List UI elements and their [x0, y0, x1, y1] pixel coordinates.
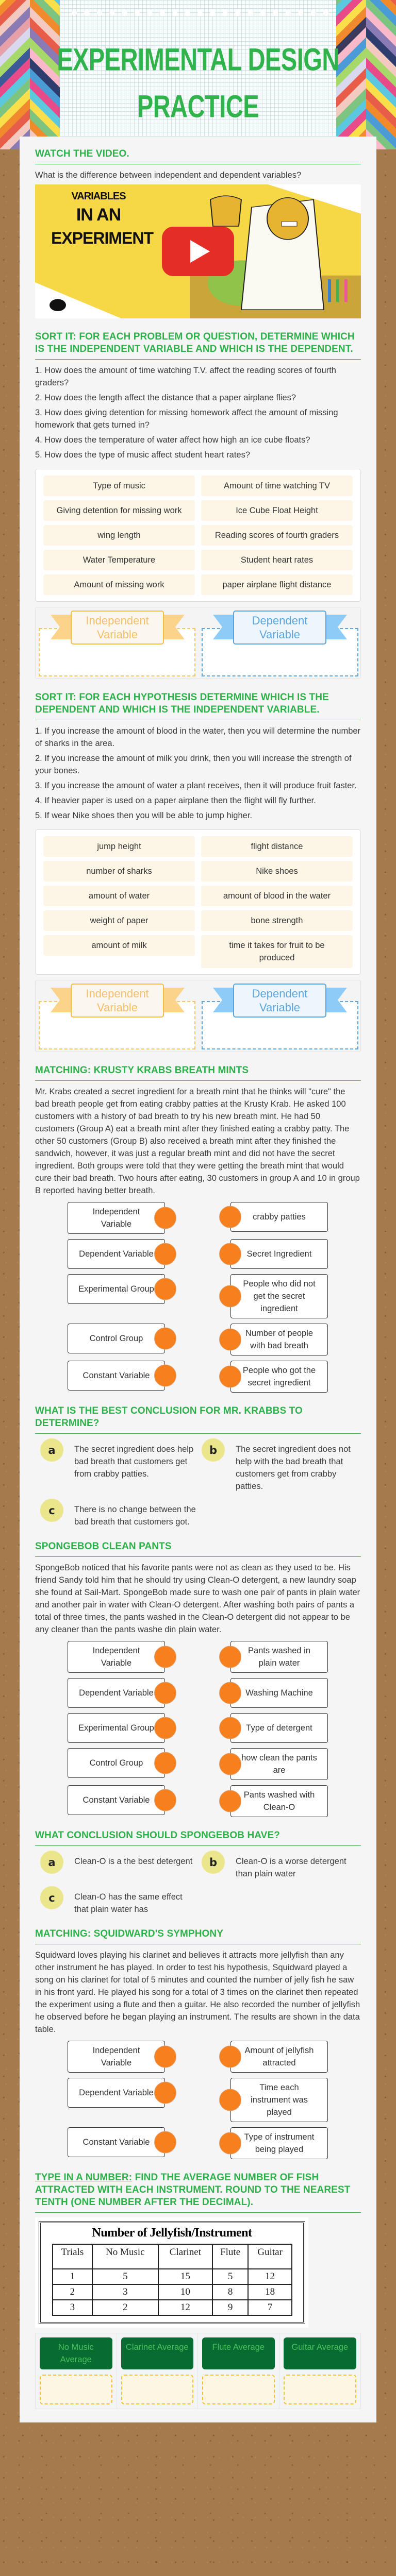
connector-dot[interactable] — [219, 1753, 241, 1775]
match-definition — [230, 2041, 328, 2073]
matching-activity — [68, 2041, 328, 2159]
table-cell: 18 — [248, 2284, 292, 2300]
match-term-label: Constant Variable — [82, 1795, 150, 1805]
match-definition-label: Amount of jellyfish attracted — [244, 2046, 314, 2067]
table-cell: 3 — [92, 2284, 158, 2300]
content-card — [20, 137, 376, 2422]
list-item: 4. If heavier paper is used on a paper airplane then the flight will fly further. — [35, 796, 316, 805]
answer-option[interactable] — [196, 1438, 361, 1493]
page-title: EXPERIMENTAL DESIGN PRACTICE — [57, 41, 339, 124]
data-table-image — [35, 2217, 308, 2328]
match-row — [68, 1324, 328, 1355]
section-heading-averages — [35, 2172, 361, 2209]
sort-item[interactable]: Giving detention for missing work — [43, 500, 195, 521]
match-definition — [230, 2127, 328, 2159]
match-row — [68, 1202, 328, 1234]
chevron-decoration-right — [366, 0, 396, 149]
match-definition-label: Washing Machine — [245, 1688, 313, 1698]
section-heading-sort-2: SORT IT: FOR EACH HYPOTHESIS DETERMINE WHICH IS THE DEPENDENT AND WHICH IS THE INDEPENDENT VARIABLE. — [35, 692, 329, 715]
scenario-paragraph: SpongeBob noticed that his favorite pants were not as clean as they used to be. His friend Sandy told him that he should try using Clean-O detergent, a new laundry soap she found at Sail-Mart. SpongeBob made sure to wash one pair of pants in plain water and another pair in water with Clean-O detergent. After washing both pairs of pants a total of three times, the pants washed in the Clean-O detergent did not appear to be any cleaner than the pants washe din plain water. — [35, 1563, 360, 1634]
page-header — [0, 0, 396, 149]
ribbon-tail — [164, 988, 185, 1012]
connector-dot[interactable] — [154, 1328, 176, 1350]
match-term-label: Dependent Variable — [79, 2088, 154, 2097]
connector-dot[interactable] — [219, 1243, 241, 1265]
match-definition — [230, 1274, 328, 1318]
sort-item[interactable]: amount of blood in the water — [201, 886, 353, 906]
match-term — [68, 1678, 165, 1708]
option-text: Clean-O is a the best detergent — [74, 1857, 193, 1866]
list-item: 1. If you increase the amount of blood in the water, then you will determine the number of sharks in the area. — [35, 726, 361, 748]
match-definition — [230, 1748, 328, 1780]
sort-item[interactable]: Reading scores of fourth graders — [201, 525, 353, 546]
match-definition-label: Number of people with bad breath — [245, 1329, 314, 1350]
heading-prefix: TYPE IN A NUMBER: — [35, 2172, 133, 2183]
table-row — [53, 2269, 292, 2284]
sort-drop-zone — [35, 980, 361, 1052]
chevron-decoration-left — [0, 0, 30, 149]
dependent-variable-label: Dependent Variable — [233, 611, 326, 645]
ribbon-tail — [326, 615, 347, 639]
match-row — [68, 2078, 328, 2122]
match-row — [68, 1239, 328, 1269]
divider — [35, 1845, 361, 1846]
sort-section-1 — [35, 331, 361, 679]
sort-item[interactable]: amount of milk — [43, 935, 195, 956]
scenario-paragraph: Mr. Krabs created a secret ingredient for a breath mint that he thinks will "cure" the bad breath people get from eating crabby patties at the Krusty Krab. He asked 100 customers with a history of bad breath to try his new breath mint. He had 50 customers (Group A) eat a breath mint after they finished eating a crabby patty. The other 50 customers (Group B) also received a breath mint after they finished the sandwich, however, it was just a regular breath mint and did not have the secret ingredient. Both groups were told that they were getting the breath mint that would cure their bad breath. Two hours after eating, 30 customers in group A and 10 in group B reported having better breath. — [35, 1087, 360, 1195]
divider — [35, 1433, 361, 1434]
match-row — [68, 1713, 328, 1743]
match-definition — [230, 1202, 328, 1232]
list-item: 2. How does the length affect the distance that a paper airplane flies? — [35, 393, 296, 402]
sort-item[interactable]: weight of paper — [43, 910, 195, 931]
list-item: 3. If you increase the amount of water a plant receives, then it will produce fruit faster. — [35, 781, 357, 790]
hypothesis-list — [35, 725, 361, 822]
table-row — [53, 2300, 292, 2315]
answer-option[interactable] — [35, 1499, 196, 1528]
jellyfish-table — [52, 2244, 292, 2316]
match-row — [68, 1274, 328, 1318]
table-cell: 7 — [248, 2300, 292, 2315]
scenario-paragraph: Squidward loves playing his clarinet and believes it attracts more jellyfish than any other instrument he has played. In order to test his hypothesis, Squidward played a song on his clarinet for total of 5 minutes and counted the number of jelly fish he saw in his front yard. He played his song for a total of 3 times on the clarinet then repeated the experiment using a flute and then a guitar. He also recorded the number of jellyfish he observed before he began playing an instrument. The results are shown in the data table. — [35, 1951, 360, 2034]
multiple-choice — [35, 1851, 361, 1916]
connector-dot[interactable] — [154, 1646, 176, 1668]
connector-dot[interactable] — [154, 1682, 176, 1704]
match-row — [68, 1748, 328, 1780]
list-item: 1. How does the amount of time watching T.V. affect the reading scores of fourth graders? — [35, 366, 336, 387]
match-definition — [230, 1785, 328, 1817]
clarinet-average-tile[interactable]: Clarinet Average — [121, 2337, 194, 2369]
match-term — [68, 1274, 165, 1304]
match-row — [68, 1361, 328, 1393]
sort-item[interactable]: number of sharks — [43, 861, 195, 882]
table-header: Trials — [53, 2244, 92, 2269]
independent-variable-label: Independent Variable — [71, 984, 164, 1018]
match-term — [68, 1324, 165, 1353]
match-term — [68, 1239, 165, 1269]
table-row — [53, 2284, 292, 2300]
connector-dot[interactable] — [219, 1285, 241, 1308]
connector-dot[interactable] — [154, 1717, 176, 1739]
independent-variable-label: Independent Variable — [71, 611, 164, 645]
option-letter-badge: b — [202, 1438, 225, 1462]
video-question: What is the difference between independent and dependent variables? — [35, 171, 302, 180]
connector-dot[interactable] — [219, 2046, 241, 2068]
table-cell: 12 — [248, 2269, 292, 2284]
connector-dot[interactable] — [219, 1790, 241, 1812]
divider — [35, 1080, 361, 1081]
match-definition-label: Secret Ingredient — [246, 1249, 312, 1259]
match-definition-label: Pants washed in plain water — [248, 1646, 311, 1668]
sort-item[interactable]: Nike shoes — [201, 861, 353, 882]
sort-item[interactable]: bone strength — [201, 910, 353, 931]
thumbnail-text: IN AN — [76, 205, 121, 225]
match-definition — [230, 1713, 328, 1743]
match-definition — [230, 1324, 328, 1355]
sort-item[interactable]: Ice Cube Float Height — [201, 500, 353, 521]
averages-section — [35, 2172, 361, 2409]
matching-activity — [68, 1202, 328, 1393]
ribbon-tail — [51, 615, 71, 639]
ribbon-tail — [326, 988, 347, 1012]
match-definition-label: Type of detergent — [246, 1723, 312, 1733]
video-embed[interactable] — [35, 184, 361, 318]
answer-option[interactable] — [35, 1438, 196, 1493]
table-header-row — [53, 2244, 292, 2269]
table-cell: 15 — [158, 2269, 212, 2284]
match-term-label: Dependent Variable — [79, 1249, 154, 1259]
squidward-section — [35, 1928, 361, 2159]
table-cell: 2 — [92, 2300, 158, 2315]
section-heading-spongebob: SPONGEBOB CLEAN PANTS — [35, 1541, 172, 1552]
match-definition — [230, 1678, 328, 1708]
match-term-label: Independent Variable — [92, 1207, 140, 1229]
table-cell: 9 — [212, 2300, 248, 2315]
table-header: Flute — [212, 2244, 248, 2269]
match-term — [68, 2078, 165, 2108]
connector-dot[interactable] — [219, 1366, 241, 1388]
guitar-average-tile[interactable]: Guitar Average — [284, 2337, 357, 2369]
match-term-label: Experimental Group — [78, 1284, 154, 1294]
match-term-label: Constant Variable — [82, 2138, 150, 2147]
table-title: Number of Jellyfish/Instrument — [92, 2226, 252, 2240]
match-definition-label: People who got the secret ingredient — [242, 1366, 316, 1387]
heading-text: FIND THE AVERAGE NUMBER OF FISH ATTRACTED WITH EACH INSTRUMENT. ROUND TO THE NEAREST TENTH (ONE NUMBER AFTER THE DECIMAL). — [35, 2172, 351, 2208]
ribbon-tail — [213, 615, 234, 639]
table-cell: 2 — [53, 2284, 92, 2300]
connector-dot[interactable] — [219, 1717, 241, 1739]
list-item: 2. If you increase the amount of milk you drink, then you will increase the strength of your bones. — [35, 754, 352, 775]
table-header: No Music — [92, 2244, 158, 2269]
sort-item[interactable]: Amount of missing work — [43, 574, 195, 595]
answer-option[interactable] — [35, 1886, 196, 1916]
list-item: 4. How does the temperature of water affect how high an ice cube floats? — [35, 435, 310, 445]
section-heading-video: WATCH THE VIDEO. — [35, 148, 129, 159]
match-term-label: Control Group — [89, 1334, 143, 1343]
list-item: 5. How does the type of music affect student heart rates? — [35, 450, 251, 460]
connector-dot[interactable] — [154, 1365, 176, 1387]
no-music-average-tile[interactable]: No Music Average — [40, 2337, 112, 2369]
section-heading-sort-1: SORT IT: FOR EACH PROBLEM OR QUESTION, DETERMINE WHICH IS THE INDEPENDENT VARIABLE AND WHICH IS THE DEPENDENT. — [35, 331, 355, 354]
connector-dot[interactable] — [219, 2089, 241, 2111]
table-cell: 5 — [212, 2269, 248, 2284]
match-definition — [230, 1239, 328, 1269]
match-term — [68, 1202, 165, 1234]
list-item: 5. If wear Nike shoes then you will be able to jump higher. — [35, 811, 252, 820]
answer-input[interactable] — [284, 2375, 357, 2404]
option-letter-badge: c — [40, 1886, 63, 1909]
match-definition-label: Pants washed with Clean-O — [243, 1790, 315, 1812]
option-text: There is no change between the bad breath that customers got. — [74, 1505, 196, 1527]
connector-dot[interactable] — [154, 1243, 176, 1265]
sort-items-box — [35, 469, 361, 602]
match-definition-label: People who did not get the secret ingredient — [243, 1279, 316, 1313]
divider — [35, 1556, 361, 1557]
match-definition-label: Type of instrument being played — [244, 2132, 315, 2154]
connector-dot[interactable] — [154, 1789, 176, 1811]
match-row — [68, 1785, 328, 1817]
sort-item[interactable]: Student heart rates — [201, 550, 353, 570]
match-term — [68, 1641, 165, 1673]
answer-option[interactable] — [196, 1851, 361, 1880]
connector-dot[interactable] — [154, 1278, 176, 1300]
match-term-label: Dependent Variable — [79, 1688, 154, 1698]
section-heading-squidward: MATCHING: SQUIDWARD'S SYMPHONY — [35, 1928, 224, 1939]
matching-activity — [68, 1641, 328, 1817]
answer-input[interactable] — [202, 2375, 275, 2404]
table-cell: 3 — [53, 2300, 92, 2315]
sort-drop-zone — [35, 607, 361, 679]
table-cell: 10 — [158, 2284, 212, 2300]
table-header: Clarinet — [158, 2244, 212, 2269]
spongebob-section — [35, 1540, 361, 1817]
connector-dot[interactable] — [154, 2082, 176, 2104]
question-list — [35, 364, 361, 461]
thumbnail-text: VARIABLES — [71, 191, 126, 202]
sort-items-box — [35, 829, 361, 975]
list-item: 3. How does giving detention for missing homework affect the amount of missing homework that gets turned in? — [35, 408, 338, 430]
thumbnail-text: EXPERIMENT — [51, 229, 154, 247]
sort-item[interactable]: time it takes for fruit to be produced — [201, 935, 353, 968]
option-text: The secret ingredient does help bad breath that customers get from crabby patties. — [74, 1445, 194, 1479]
table-cell: 5 — [92, 2269, 158, 2284]
match-term — [68, 1785, 165, 1815]
match-term — [68, 2127, 165, 2157]
sort-item[interactable]: wing length — [43, 525, 195, 546]
match-definition-label: crabby patties — [253, 1212, 306, 1222]
divider — [35, 2212, 361, 2213]
conclusion-1-section — [35, 1405, 361, 1528]
answer-input[interactable] — [121, 2375, 194, 2404]
option-text: Clean-O is a worse detergent than plain water — [236, 1857, 346, 1878]
table-header: Guitar — [248, 2244, 292, 2269]
dependent-variable-label: Dependent Variable — [233, 984, 326, 1018]
average-answers — [35, 2333, 361, 2409]
option-letter-badge: a — [40, 1851, 63, 1874]
sort-item[interactable]: flight distance — [201, 836, 353, 857]
match-row — [68, 1641, 328, 1673]
match-term — [68, 1748, 165, 1778]
connector-dot[interactable] — [154, 2131, 176, 2154]
match-definition-label: Time each instrument was played — [251, 2083, 308, 2117]
sort-item[interactable]: paper airplane flight distance — [201, 574, 353, 595]
matching-krabs-section — [35, 1064, 361, 1393]
sort-section-2 — [35, 691, 361, 1052]
match-term — [68, 1713, 165, 1743]
match-definition — [230, 1641, 328, 1673]
match-definition — [230, 2078, 328, 2122]
sort-item[interactable]: Water Temperature — [43, 550, 195, 570]
ribbon-tail — [164, 615, 185, 639]
section-heading-conclusion-2: WHAT CONCLUSION SHOULD SPONGEBOB HAVE? — [35, 1830, 280, 1841]
match-term-label: Independent Variable — [92, 1646, 140, 1668]
youtube-play-icon[interactable] — [162, 227, 234, 276]
sort-item[interactable]: amount of water — [43, 886, 195, 906]
connector-dot[interactable] — [219, 1206, 241, 1228]
connector-dot[interactable] — [154, 1752, 176, 1774]
table-cell: 1 — [53, 2269, 92, 2284]
conclusion-2-section — [35, 1829, 361, 1916]
answer-input[interactable] — [40, 2375, 112, 2404]
table-cell: 12 — [158, 2300, 212, 2315]
multiple-choice — [35, 1438, 361, 1528]
match-definition — [230, 1361, 328, 1393]
ribbon-tail — [51, 988, 71, 1012]
ribbon-tail — [213, 988, 234, 1012]
match-term-label: Independent Variable — [92, 2046, 140, 2067]
table-cell: 8 — [212, 2284, 248, 2300]
option-text: The secret ingredient does not help with the bad breath that customers get from crabby patties. — [236, 1445, 351, 1491]
notebook-holes — [68, 9, 329, 16]
match-term-label: Constant Variable — [82, 1371, 150, 1380]
divider — [35, 359, 361, 360]
flute-average-tile[interactable]: Flute Average — [202, 2337, 275, 2369]
connector-dot[interactable] — [219, 1329, 241, 1351]
sort-item[interactable]: Type of music — [43, 476, 195, 496]
connector-dot[interactable] — [154, 1207, 176, 1229]
match-term-label: Experimental Group — [78, 1723, 154, 1733]
option-letter-badge: a — [40, 1438, 63, 1462]
connector-dot[interactable] — [219, 2132, 241, 2155]
match-row — [68, 1678, 328, 1708]
sort-item[interactable]: jump height — [43, 836, 195, 857]
match-term — [68, 1361, 165, 1391]
connector-dot[interactable] — [219, 1682, 241, 1704]
sort-item[interactable]: Amount of time watching TV — [201, 476, 353, 496]
video-section — [35, 148, 361, 318]
connector-dot[interactable] — [154, 2046, 176, 2068]
match-row — [68, 2127, 328, 2159]
match-definition-label: how clean the pants are — [241, 1753, 317, 1775]
option-letter-badge: b — [202, 1851, 225, 1874]
option-letter-badge: c — [40, 1499, 63, 1522]
option-text: Clean-O has the same effect that plain water has — [74, 1892, 183, 1914]
table-frame — [39, 2221, 305, 2324]
section-heading-conclusion-1: WHAT IS THE BEST CONCLUSION FOR MR. KRABBS TO DETERMINE? — [35, 1405, 303, 1429]
answer-option[interactable] — [35, 1851, 196, 1880]
section-heading-matching-krabs: MATCHING: KRUSTY KRABS BREATH MINTS — [35, 1065, 249, 1076]
connector-dot[interactable] — [219, 1646, 241, 1668]
match-term — [68, 2041, 165, 2073]
match-row — [68, 2041, 328, 2073]
match-term-label: Control Group — [89, 1758, 143, 1768]
